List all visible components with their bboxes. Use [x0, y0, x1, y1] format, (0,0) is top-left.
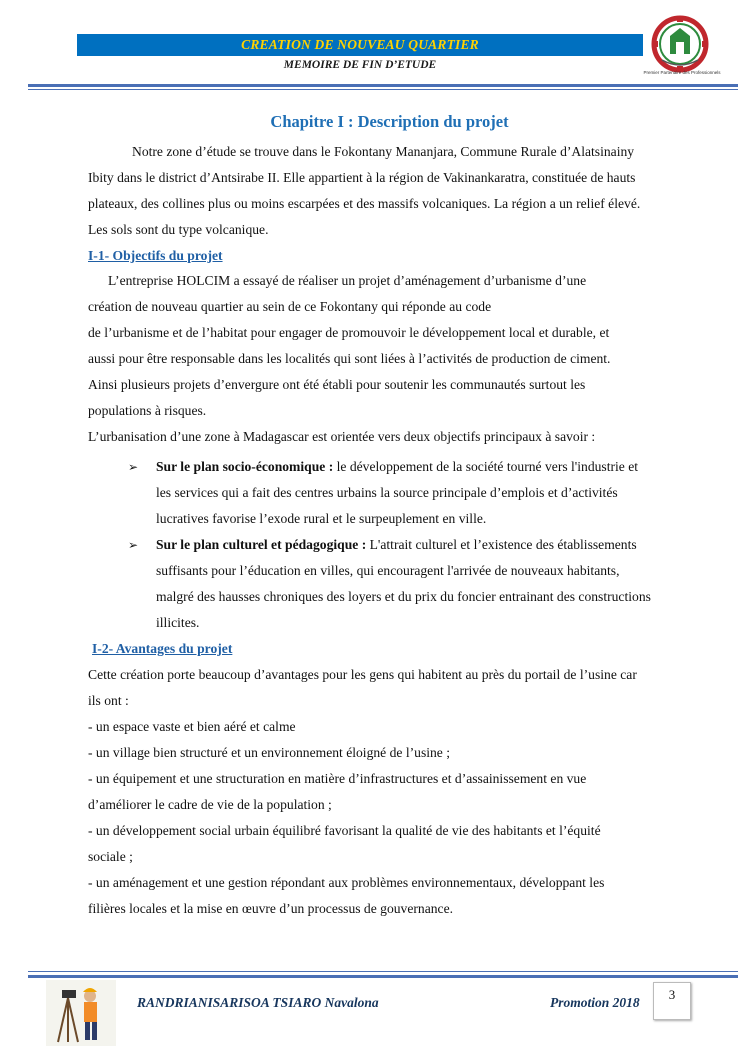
footer-rule-thin [28, 971, 738, 972]
header-rule [28, 84, 738, 87]
text-line: d’améliorer le cadre de vie de la population ; [88, 797, 332, 812]
text-line: Notre zone d’étude se trouve dans le Fokontany Mananjara, Commune Rurale d’Alatsinainy [132, 144, 635, 159]
text-line: suffisants pour l’éducation en villes, qui encouragent l'arrivée de nouveaux habitants, [156, 563, 620, 578]
objectifs-paragraph [88, 268, 666, 450]
text-line: sociale ; [88, 849, 133, 864]
avantages-paragraph [88, 662, 691, 922]
section-title-objectifs: I-1- Objectifs du projet [88, 248, 223, 263]
header-bar [77, 34, 643, 56]
surveyor-illustration-icon [46, 980, 116, 1046]
footer-promotion: Promotion 2018 [550, 995, 640, 1010]
text-line: illicites. [156, 615, 200, 630]
bullet-label: Sur le plan culturel et pédagogique : [156, 537, 367, 552]
text-line: lucratives favorise l’exode rural et le surpeuplement en ville. [156, 511, 487, 526]
text-line: ils ont : [88, 693, 129, 708]
text-line: Ibity dans le district d’Antsirabe II. Elle appartient à la région de Vakinankaratra, constituée de hauts [88, 170, 636, 185]
header-title: CREATION DE NOUVEAU QUARTIER [241, 37, 479, 52]
text-line: populations à risques. [88, 403, 207, 418]
text-line: de l’urbanisme et de l’habitat pour engager de promouvoir le développement local et durable, et [88, 325, 610, 340]
footer-author: RANDRIANISARISOA TSIARO Navalona [137, 995, 379, 1010]
header-subtitle: MEMOIRE DE FIN D’ETUDE [283, 59, 437, 71]
text-line: malgré des hausses chroniques des loyers et du prix du foncier entrainant des constructions [156, 589, 651, 604]
text-line: aussi pour être responsable dans les localités qui sont liées à l’activités de production de ciment. [88, 351, 611, 366]
chapter-title: Chapitre I : Description du projet [270, 112, 509, 131]
bullet-item-socio-economique [128, 454, 691, 532]
text-line: - un village bien structuré et un environnement éloigné de l’usine ; [88, 745, 451, 760]
bullet-first-line [156, 454, 691, 480]
text-line: Les sols sont du type volcanique. [88, 222, 269, 237]
footer-rule [28, 975, 738, 978]
text-line: L’entreprise HOLCIM a essayé de réaliser un projet d’aménagement d’urbanisme d’une [108, 273, 587, 288]
bullet-label: Sur le plan socio-économique : [156, 459, 334, 474]
arrow-bullet-icon: ➢ [128, 460, 139, 474]
bullet-text: le développement de la société tourné vers l'industrie et [333, 459, 639, 474]
text-line: filières locales et la mise en œuvre d’un processus de gouvernance. [88, 901, 454, 916]
logo-caption: Premier Partenaire des Professionnels [643, 70, 721, 75]
bullet-text: L'attrait culturel et l’existence des établissements [366, 537, 637, 552]
text-line: création de nouveau quartier au sein de ce Fokontany qui réponde au code [88, 299, 492, 314]
arrow-bullet-icon: ➢ [128, 538, 139, 552]
header-rule-thin [28, 89, 738, 90]
bullet-first-line [156, 532, 691, 558]
bullet-item-culturel [128, 532, 691, 636]
page-number: 3 [668, 987, 676, 1002]
text-line: - un espace vaste et bien aéré et calme [88, 719, 296, 734]
text-line: plateaux, des collines plus ou moins escarpées et des massifs volcaniques. La région a un relief élevé. [88, 196, 641, 211]
text-line: les services qui a fait des centres urbains la source principale d’emplois et d’activités [156, 485, 618, 500]
intro-paragraph [88, 139, 691, 243]
text-line: Ainsi plusieurs projets d’envergure ont été établi pour soutenir les communautés surtout les [88, 377, 586, 392]
page-number-box [653, 982, 691, 1020]
text-line: Cette création porte beaucoup d’avantages pour les gens qui habitent au près du portail de l’usine car [88, 667, 637, 682]
text-line: L’urbanisation d’une zone à Madagascar est orientée vers deux objectifs principaux à savoir : [88, 429, 596, 444]
text-line: - un équipement et une structuration en matière d’infrastructures et d’assainissement en vue [88, 771, 587, 786]
text-line: - un aménagement et une gestion répondant aux problèmes environnementaux, développant les [88, 875, 605, 890]
text-line: - un développement social urbain équilibré favorisant la qualité de vie des habitants et l’équité [88, 823, 601, 838]
section-title-avantages: I-2- Avantages du projet [92, 641, 233, 656]
